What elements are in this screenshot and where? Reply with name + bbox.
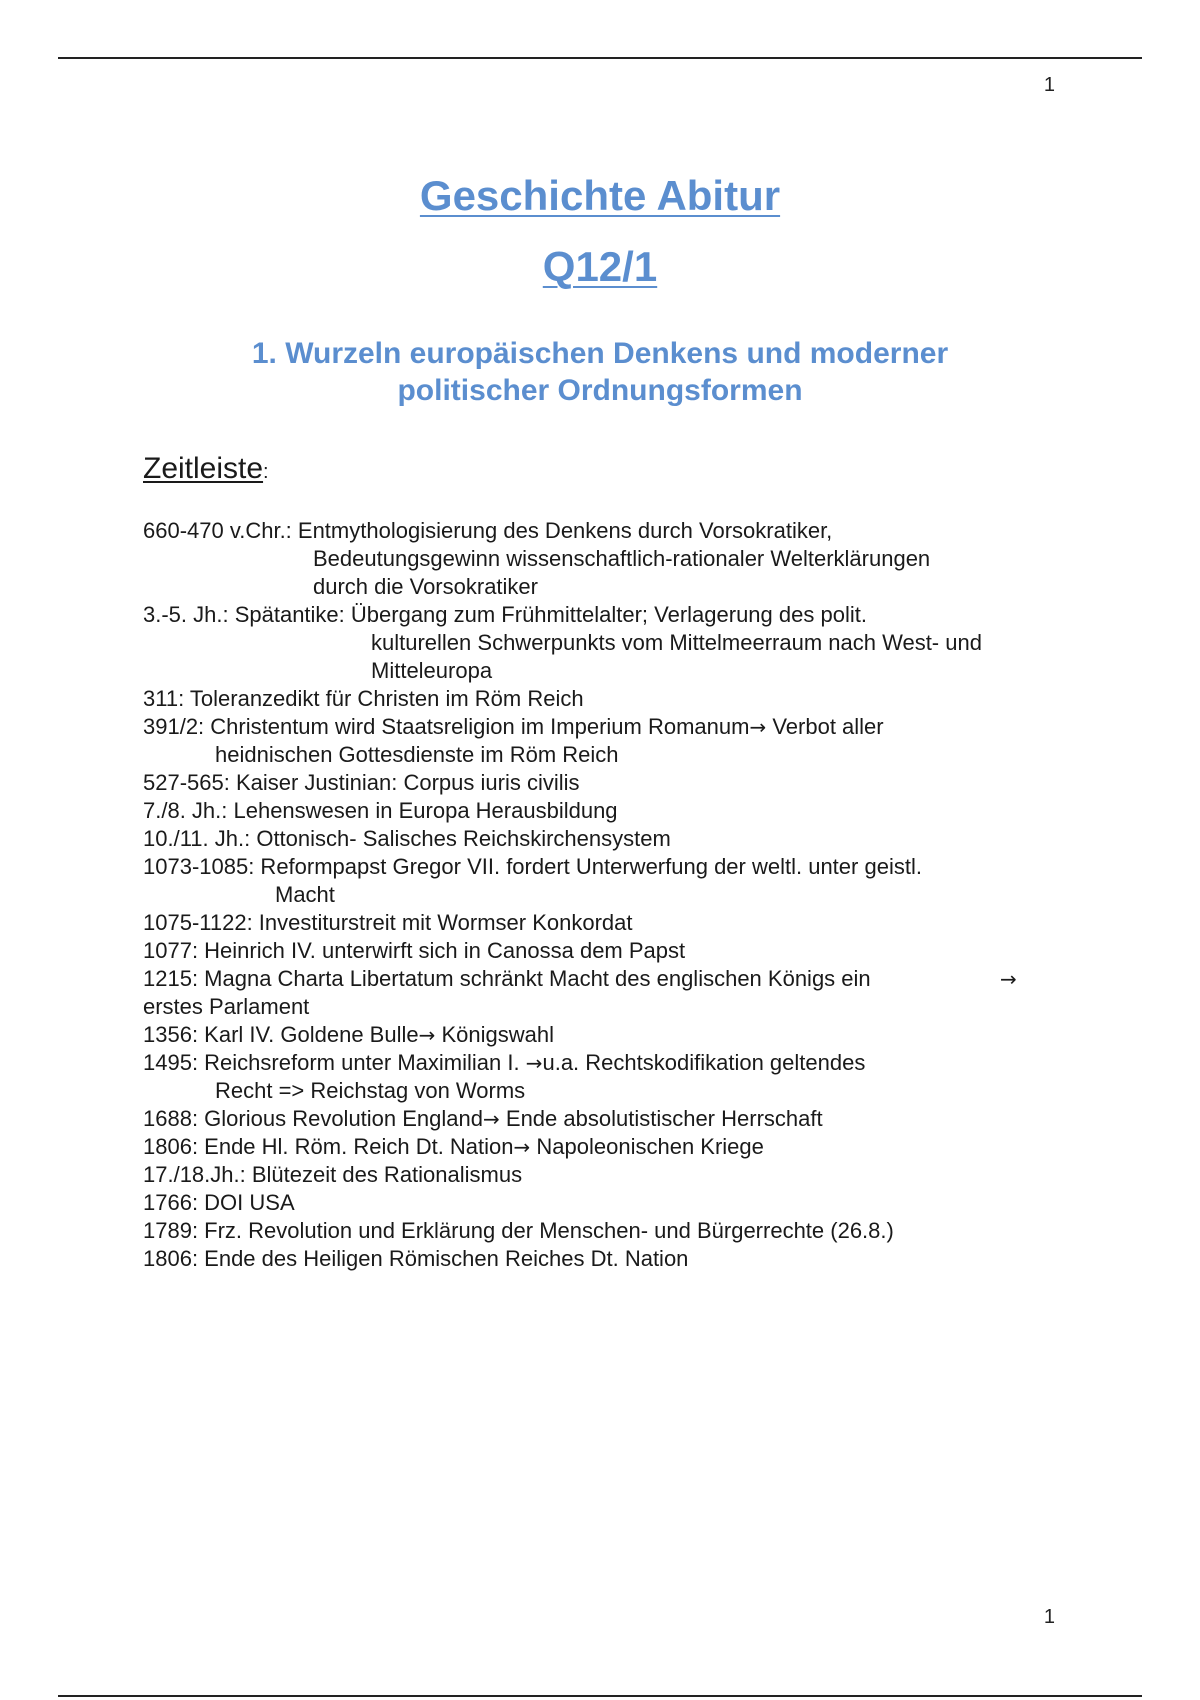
entry-text: 10./11. Jh.: Ottonisch- Salisches Reichskirchensystem [143, 826, 671, 851]
entry-text: 1688: Glorious Revolution England [143, 1106, 484, 1131]
entry-text-cont: durch die Vorsokratiker [313, 574, 538, 599]
timeline-entry-1806-b [143, 1245, 1063, 1273]
arrow-right-icon: → [513, 1135, 531, 1159]
arrow-right-icon: → [1000, 967, 1017, 991]
timeline-entry-1688 [143, 1105, 1063, 1133]
timeline-entry-1073-1085 [143, 853, 1063, 909]
arrow-right-icon: → [418, 1023, 436, 1047]
entry-text: 7./8. Jh.: Lehenswesen in Europa Herausbildung [143, 798, 618, 823]
timeline-heading [143, 452, 269, 486]
entry-text: 1356: Karl IV. Goldene Bulle [143, 1022, 419, 1047]
entry-text: 391/2: Christentum wird Staatsreligion im Imperium Romanum [143, 714, 750, 739]
title-line-1: Geschichte Abitur [419, 172, 781, 219]
arrow-right-icon: → [483, 1107, 500, 1131]
entry-text: 1077: Heinrich IV. unterwirft sich in Canossa dem Papst [143, 938, 686, 963]
entry-text: u.a. Rechtskodifikation geltendes [542, 1050, 866, 1075]
entry-text: Ende absolutistischer Herrschaft [499, 1106, 823, 1131]
timeline-entry-311 [143, 685, 1063, 713]
entry-text: 1766: DOI USA [143, 1190, 295, 1215]
entry-text: 527-565: Kaiser Justinian: Corpus iuris civilis [143, 770, 580, 795]
timeline-entry-3-5-jh [143, 601, 1063, 685]
footer-rule [58, 1695, 1142, 1697]
timeline-entry-1215 [143, 965, 1063, 1021]
timeline-entry-7-8-jh [143, 797, 1063, 825]
entry-text: 17./18.Jh.: Blütezeit des Rationalismus [143, 1162, 523, 1187]
arrow-right-icon: → [525, 1051, 543, 1075]
timeline-entry-527-565 [143, 769, 1063, 797]
section-heading-line-2: politischer Ordnungsformen [397, 374, 803, 407]
arrow-right-icon: → [749, 715, 767, 739]
title-line-2: Q12/1 [542, 243, 658, 290]
entry-text-cont: kulturellen Schwerpunkts vom Mittelmeerraum nach West- und [371, 630, 982, 655]
entry-text: 1073-1085: Reformpapst Gregor VII. fordert Unterwerfung der weltl. unter geistl. [143, 854, 922, 879]
entry-text-cont: heidnischen Gottesdienste im Röm Reich [215, 742, 619, 767]
timeline-entry-1766 [143, 1189, 1063, 1217]
timeline-entry-1075-1122 [143, 909, 1063, 937]
timeline-entry-1789 [143, 1217, 1063, 1245]
entry-text-cont: Recht => Reichstag von Worms [215, 1078, 526, 1103]
entry-text: Königswahl [435, 1022, 555, 1047]
timeline-list [143, 517, 1063, 1273]
entry-text: 3.-5. Jh.: Spätantike: Übergang zum Frühmittelalter; Verlagerung des polit. [143, 602, 867, 627]
timeline-entry-1077 [143, 937, 1063, 965]
entry-text: 1806: Ende des Heiligen Römischen Reiches Dt. Nation [143, 1246, 689, 1271]
entry-text: 1495: Reichsreform unter Maximilian I. [143, 1050, 526, 1075]
footer-page-number: 1 [1043, 1606, 1055, 1628]
timeline-heading-colon: : [263, 461, 269, 483]
header-rule [58, 57, 1142, 59]
entry-text: 1215: Magna Charta Libertatum schränkt Macht des englischen Königs ein [143, 966, 871, 991]
timeline-entry-10-11-jh [143, 825, 1063, 853]
timeline-heading-label: Zeitleiste [143, 452, 264, 485]
section-heading [0, 335, 1200, 409]
entry-text-cont: Macht [275, 882, 335, 907]
timeline-entry-391-2 [143, 713, 1063, 769]
section-heading-line-1: 1. Wurzeln europäischen Denkens und moderner [251, 337, 949, 370]
timeline-entry-660-470 [143, 517, 1063, 601]
header-page-number: 1 [1043, 74, 1055, 96]
entry-text: 1789: Frz. Revolution und Erklärung der Menschen- und Bürgerrechte (26.8.) [143, 1218, 894, 1243]
entry-text-cont: Mitteleuropa [371, 658, 493, 683]
entry-text: 660-470 v.Chr.: Entmythologisierung des Denkens durch Vorsokratiker, [143, 518, 833, 543]
entry-text-cont: Bedeutungsgewinn wissenschaftlich-rationaler Welterklärungen [313, 546, 931, 571]
entry-text: 1806: Ende Hl. Röm. Reich Dt. Nation [143, 1134, 514, 1159]
timeline-entry-17-18-jh [143, 1161, 1063, 1189]
entry-text: Verbot aller [766, 714, 884, 739]
document-title [0, 160, 1200, 302]
timeline-entry-1495 [143, 1049, 1063, 1105]
entry-text-cont: erstes Parlament [143, 994, 310, 1019]
timeline-entry-1356 [143, 1021, 1063, 1049]
entry-text: Napoleonischen Kriege [530, 1134, 764, 1159]
timeline-entry-1806-a [143, 1133, 1063, 1161]
entry-text: 1075-1122: Investiturstreit mit Wormser Konkordat [143, 910, 633, 935]
entry-text: 311: Toleranzedikt für Christen im Röm Reich [143, 686, 584, 711]
